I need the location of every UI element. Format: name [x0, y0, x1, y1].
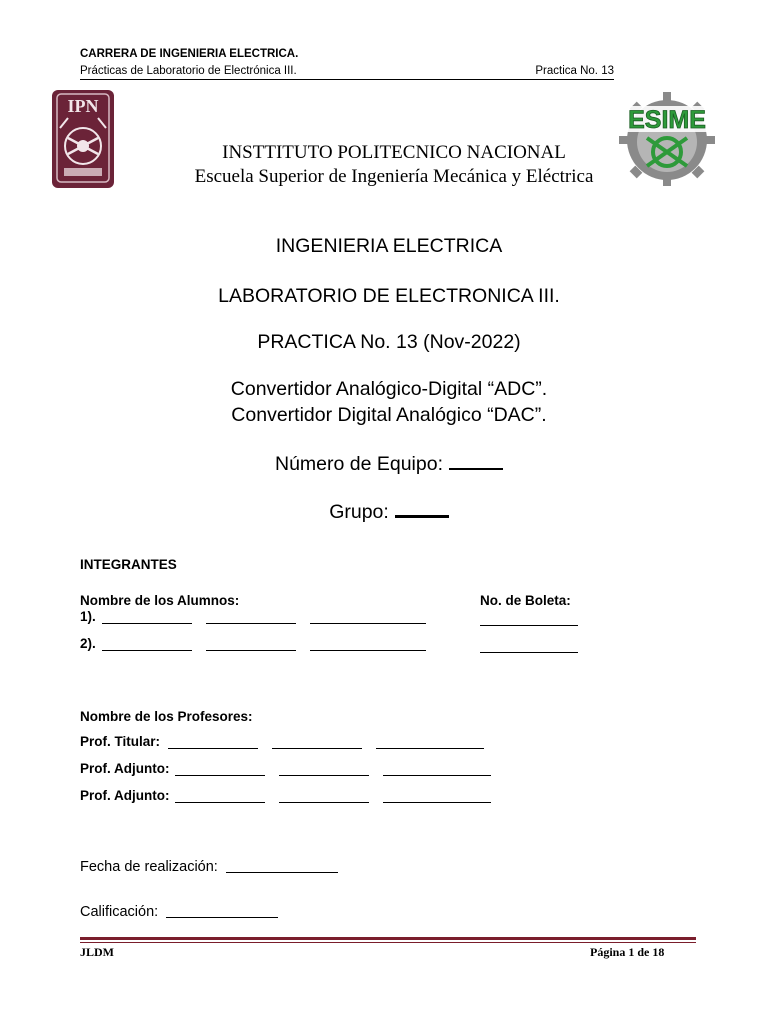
group-field	[0, 499, 768, 524]
grade-blank[interactable]	[166, 903, 278, 918]
team-number-field	[0, 452, 768, 476]
student-name-blank[interactable]	[310, 609, 426, 624]
grade-label: Calificación:	[80, 904, 159, 920]
student-name-blank[interactable]	[102, 636, 192, 651]
student-names-label: Nombre de los Alumnos:	[80, 593, 240, 608]
professor-blank[interactable]	[279, 788, 369, 803]
professor-blank[interactable]	[168, 734, 258, 749]
team-number-blank[interactable]	[449, 452, 503, 470]
esime-logo-text: ESIME	[628, 106, 706, 134]
footer-page-number: Página 1 de 18	[590, 945, 665, 959]
professor-blank[interactable]	[376, 734, 484, 749]
student-name-blank[interactable]	[310, 636, 426, 651]
lab-title: LABORATORIO DE ELECTRONICA III.	[218, 285, 560, 307]
svg-text:IPN: IPN	[67, 96, 99, 116]
group-blank[interactable]	[395, 499, 449, 518]
header-career: CARRERA DE INGENIERIA ELECTRICA.	[80, 48, 299, 60]
professor-blank[interactable]	[175, 788, 265, 803]
header-course: Prácticas de Laboratorio de Electrónica III.	[80, 65, 297, 77]
group-label: Grupo:	[329, 501, 389, 523]
date-label: Fecha de realización:	[80, 859, 218, 875]
grade-field	[80, 903, 278, 920]
professor-blank[interactable]	[383, 788, 491, 803]
header-course-line	[80, 65, 614, 80]
practice-title: PRACTICA No. 13 (Nov-2022)	[257, 331, 521, 353]
career-title: INGENIERIA ELECTRICA	[275, 235, 503, 257]
student-row-2	[80, 636, 426, 651]
student-row-number: 1).	[80, 609, 96, 624]
student-row-number: 2).	[80, 636, 96, 651]
members-section-label: INTEGRANTES	[80, 557, 177, 572]
professor-adjunto-label: Prof. Adjunto:	[80, 788, 170, 803]
topic-dac: Convertidor Digital Analógico “DAC”.	[231, 404, 547, 426]
header-practice-number: Practica No. 13	[535, 65, 614, 77]
professor-titular-row	[80, 734, 484, 749]
student-row-1	[80, 609, 426, 624]
student-name-blank[interactable]	[206, 609, 296, 624]
boleta-label: No. de Boleta:	[480, 593, 571, 608]
professor-blank[interactable]	[175, 761, 265, 776]
professor-blank[interactable]	[272, 734, 362, 749]
professor-adjunto-row-2	[80, 788, 491, 803]
boleta-blank[interactable]	[480, 611, 578, 626]
student-name-blank[interactable]	[102, 609, 192, 624]
professor-blank[interactable]	[383, 761, 491, 776]
footer-author: JLDM	[80, 945, 114, 959]
team-number-label: Número de Equipo:	[274, 453, 444, 475]
footer-divider	[80, 937, 696, 940]
professor-adjunto-label: Prof. Adjunto:	[80, 761, 170, 776]
topic-adc: Convertidor Analógico-Digital “ADC”.	[230, 378, 548, 400]
institution-name: INSTTITUTO POLITECNICO NACIONAL	[222, 142, 566, 163]
footer-divider	[80, 942, 696, 943]
boleta-blank[interactable]	[480, 638, 578, 653]
professors-label: Nombre de los Profesores:	[80, 709, 253, 724]
professor-titular-label: Prof. Titular:	[80, 734, 161, 749]
professor-blank[interactable]	[279, 761, 369, 776]
student-name-blank[interactable]	[206, 636, 296, 651]
professor-adjunto-row-1	[80, 761, 491, 776]
date-field	[80, 858, 338, 875]
school-name: Escuela Superior de Ingeniería Mecánica y Eléctrica	[194, 166, 594, 187]
date-blank[interactable]	[226, 858, 338, 873]
